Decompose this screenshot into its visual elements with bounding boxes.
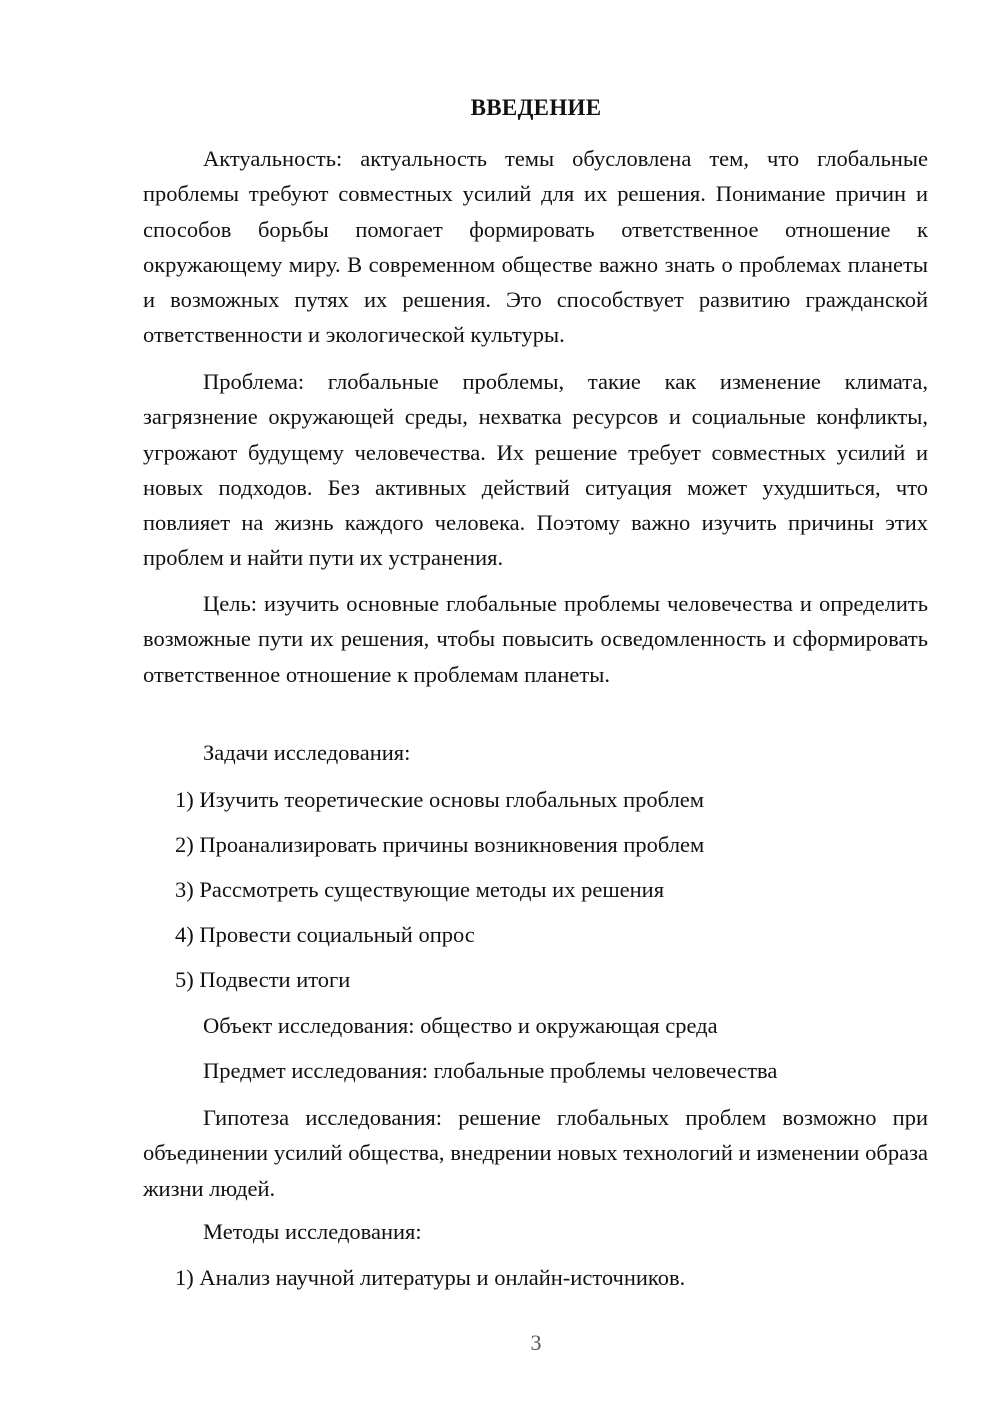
list-item: 4) Провести социальный опрос — [175, 922, 475, 947]
list-item: 2) Проанализировать причины возникновения проблем — [175, 832, 705, 857]
subject-line: Предмет исследования: глобальные проблемы человечества — [203, 1058, 778, 1083]
hypothesis-paragraph: Гипотеза исследования: решение глобальных проблем возможно при объединении усилий общества, внедрении новых технологий и изменении образа жизни людей. — [143, 1105, 928, 1201]
page-number: 3 — [530, 1330, 542, 1355]
goal-paragraph: Цель: изучить основные глобальные проблемы человечества и определить возможные пути их решения, чтобы повысить осведомленность и сформировать ответственное отношение к проблемам планеты. — [143, 591, 928, 687]
methods-heading: Методы исследования: — [203, 1219, 422, 1244]
relevance-paragraph: Актуальность: актуальность темы обусловлена тем, что глобальные проблемы требуют совместных усилий для их решения. Понимание причин и способов борьбы помогает формировать ответственное отношение к окружающему миру. В современном обществе важно знать о проблемах планеты и возможных путях их решения. Это способствует развитию гражданской ответственности и экологической культуры. — [143, 146, 928, 348]
tasks-heading: Задачи исследования: — [203, 740, 411, 765]
list-item: 1) Анализ научной литературы и онлайн-источников. — [175, 1265, 686, 1290]
page-title: ВВЕДЕНИЕ — [470, 95, 602, 120]
problem-paragraph: Проблема: глобальные проблемы, такие как изменение климата, загрязнение окружающей среды, нехватка ресурсов и социальные конфликты, угрожают будущему человечества. Их решение требует совместных усилий и новых подходов. Без активных действий ситуация может ухудшиться, что повлияет на жизнь каждого человека. Поэтому важно изучить причины этих проблем и найти пути их устранения. — [143, 369, 928, 571]
list-item: 3) Рассмотреть существующие методы их решения — [175, 877, 665, 902]
list-item: 1) Изучить теоретические основы глобальных проблем — [175, 787, 705, 812]
object-line: Объект исследования: общество и окружающая среда — [203, 1013, 718, 1038]
list-item: 5) Подвести итоги — [175, 967, 351, 992]
